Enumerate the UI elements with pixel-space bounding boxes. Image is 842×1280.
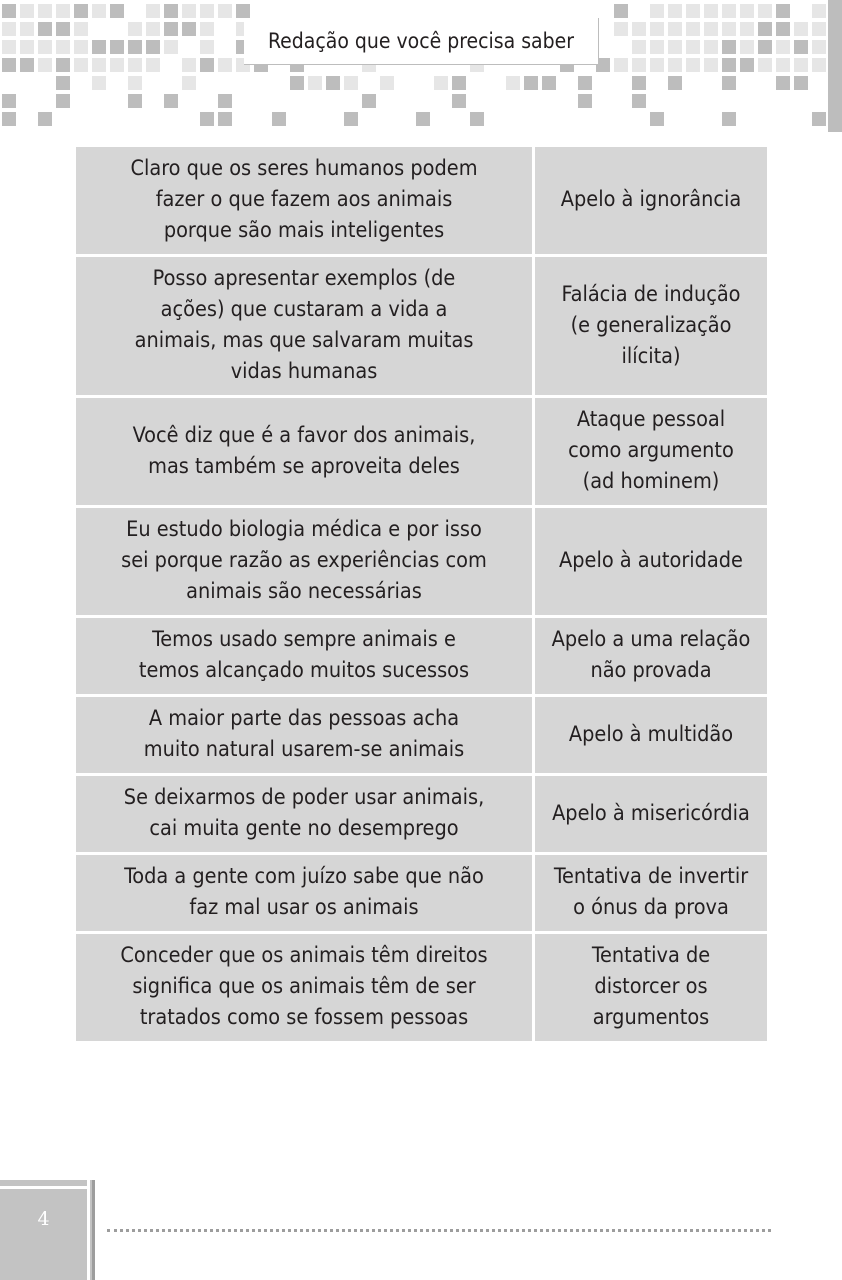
mosaic-tile — [128, 22, 142, 36]
fallacy-cell: Apelo à autoridade — [534, 507, 768, 617]
mosaic-tile — [614, 58, 628, 72]
mosaic-tile — [20, 4, 34, 18]
mosaic-tile — [200, 22, 214, 36]
mosaic-tile — [20, 40, 34, 54]
fallacy-table — [76, 147, 767, 1044]
table-row — [76, 696, 767, 775]
mosaic-tile — [632, 76, 646, 90]
table-row — [76, 854, 767, 933]
mosaic-tile — [632, 94, 646, 108]
mosaic-tile — [704, 58, 718, 72]
mosaic-tile — [2, 112, 16, 126]
mosaic-tile — [200, 40, 214, 54]
mosaic-tile — [632, 22, 646, 36]
fallacy-cell: Tentativa de invertir o ónus da prova — [534, 854, 768, 933]
page-number-box — [0, 1180, 94, 1280]
mosaic-tile — [794, 22, 808, 36]
mosaic-tile — [38, 58, 52, 72]
mosaic-tile — [344, 76, 358, 90]
mosaic-tile — [812, 58, 826, 72]
mosaic-tile — [380, 76, 394, 90]
mosaic-tile — [722, 22, 736, 36]
mosaic-tile — [2, 22, 16, 36]
mosaic-tile — [614, 22, 628, 36]
mosaic-tile — [650, 40, 664, 54]
page-box-inner-line — [92, 1180, 95, 1280]
mosaic-tile — [146, 40, 160, 54]
fallacy-cell: Apelo à misericórdia — [534, 775, 768, 854]
mosaic-tile — [758, 40, 772, 54]
mosaic-tile — [38, 22, 52, 36]
mosaic-tile — [758, 58, 772, 72]
mosaic-tile — [812, 40, 826, 54]
mosaic-tile — [578, 94, 592, 108]
footer-dotted-rule — [107, 1229, 771, 1232]
argument-cell: Se deixarmos de poder usar animais, cai muita gente no desemprego — [76, 775, 534, 854]
mosaic-tile — [758, 4, 772, 18]
argument-cell: Posso apresentar exemplos (de ações) que custaram a vida a animais, mas que salvaram muitas vidas humanas — [76, 256, 534, 397]
mosaic-tile — [236, 4, 250, 18]
mosaic-tile — [326, 76, 340, 90]
fallacy-cell: Apelo a uma relação não provada — [534, 617, 768, 696]
mosaic-tile — [740, 40, 754, 54]
mosaic-tile — [146, 58, 160, 72]
mosaic-tile — [74, 58, 88, 72]
mosaic-tile — [686, 58, 700, 72]
mosaic-tile — [416, 112, 430, 126]
mosaic-tile — [686, 4, 700, 18]
mosaic-tile — [542, 76, 556, 90]
mosaic-tile — [38, 4, 52, 18]
mosaic-tile — [524, 76, 538, 90]
mosaic-tile — [20, 22, 34, 36]
mosaic-tile — [722, 4, 736, 18]
mosaic-tile — [722, 112, 736, 126]
fallacy-cell: Apelo à ignorância — [534, 147, 768, 256]
mosaic-tile — [722, 58, 736, 72]
mosaic-tile — [740, 22, 754, 36]
fallacy-cell: Apelo à multidão — [534, 696, 768, 775]
mosaic-tile — [92, 4, 106, 18]
mosaic-tile — [164, 40, 178, 54]
mosaic-tile — [452, 94, 466, 108]
argument-cell: Conceder que os animais têm direitos significa que os animais têm de ser tratados como se fossem pessoas — [76, 933, 534, 1043]
page-box-top-line — [0, 1186, 87, 1189]
mosaic-tile — [110, 4, 124, 18]
mosaic-tile — [74, 40, 88, 54]
mosaic-tile — [2, 94, 16, 108]
mosaic-tile — [92, 76, 106, 90]
mosaic-tile — [650, 4, 664, 18]
mosaic-tile — [704, 40, 718, 54]
mosaic-tile — [2, 58, 16, 72]
table-row — [76, 775, 767, 854]
mosaic-tile — [146, 4, 160, 18]
mosaic-tile — [740, 4, 754, 18]
mosaic-tile — [128, 58, 142, 72]
mosaic-tile — [668, 76, 682, 90]
mosaic-edge-strip — [828, 0, 842, 132]
mosaic-tile — [344, 112, 358, 126]
mosaic-tile — [650, 112, 664, 126]
mosaic-tile — [182, 58, 196, 72]
mosaic-tile — [776, 40, 790, 54]
argument-cell: Temos usado sempre animais e temos alcançado muitos sucessos — [76, 617, 534, 696]
mosaic-tile — [362, 94, 376, 108]
mosaic-tile — [812, 112, 826, 126]
mosaic-tile — [182, 4, 196, 18]
table-row — [76, 256, 767, 397]
mosaic-tile — [56, 76, 70, 90]
mosaic-tile — [668, 40, 682, 54]
mosaic-tile — [668, 22, 682, 36]
mosaic-tile — [740, 58, 754, 72]
mosaic-tile — [776, 76, 790, 90]
fallacy-cell: Tentativa de distorcer os argumentos — [534, 933, 768, 1043]
mosaic-tile — [146, 22, 160, 36]
mosaic-tile — [668, 4, 682, 18]
mosaic-tile — [632, 40, 646, 54]
mosaic-tile — [218, 94, 232, 108]
mosaic-tile — [92, 58, 106, 72]
mosaic-tile — [812, 22, 826, 36]
mosaic-tile — [56, 22, 70, 36]
mosaic-tile — [200, 112, 214, 126]
mosaic-tile — [686, 40, 700, 54]
mosaic-tile — [38, 112, 52, 126]
mosaic-tile — [776, 58, 790, 72]
page-box-frame-line — [87, 1180, 90, 1280]
mosaic-tile — [776, 4, 790, 18]
mosaic-tile — [794, 76, 808, 90]
fallacy-cell: Ataque pessoal como argumento (ad hominem) — [534, 397, 768, 507]
page-number: 4 — [37, 1208, 50, 1230]
mosaic-tile — [56, 94, 70, 108]
mosaic-tile — [110, 58, 124, 72]
mosaic-tile — [272, 112, 286, 126]
mosaic-tile — [794, 58, 808, 72]
mosaic-tile — [128, 40, 142, 54]
mosaic-tile — [434, 76, 448, 90]
mosaic-tile — [38, 40, 52, 54]
fallacy-cell: Falácia de indução (e generalização ilícita) — [534, 256, 768, 397]
mosaic-tile — [650, 22, 664, 36]
mosaic-tile — [506, 76, 520, 90]
mosaic-tile — [182, 76, 196, 90]
mosaic-tile — [722, 40, 736, 54]
mosaic-tile — [578, 76, 592, 90]
mosaic-tile — [128, 76, 142, 90]
mosaic-tile — [686, 22, 700, 36]
mosaic-tile — [128, 94, 142, 108]
mosaic-tile — [20, 58, 34, 72]
mosaic-tile — [776, 22, 790, 36]
table-row — [76, 397, 767, 507]
mosaic-tile — [164, 22, 178, 36]
table-row — [76, 617, 767, 696]
mosaic-tile — [2, 4, 16, 18]
argument-cell: Eu estudo biologia médica e por isso sei porque razão as experiências com animais são necessárias — [76, 507, 534, 617]
mosaic-tile — [200, 58, 214, 72]
mosaic-tile — [2, 40, 16, 54]
mosaic-tile — [308, 76, 322, 90]
mosaic-tile — [794, 40, 808, 54]
mosaic-tile — [758, 22, 772, 36]
mosaic-tile — [218, 112, 232, 126]
mosaic-tile — [74, 22, 88, 36]
mosaic-tile — [182, 22, 196, 36]
table-row — [76, 507, 767, 617]
mosaic-tile — [812, 4, 826, 18]
table-row — [76, 933, 767, 1043]
mosaic-tile — [74, 4, 88, 18]
mosaic-tile — [218, 58, 232, 72]
mosaic-tile — [56, 4, 70, 18]
mosaic-tile — [56, 40, 70, 54]
argument-cell: Claro que os seres humanos podem fazer o que fazem aos animais porque são mais inteligentes — [76, 147, 534, 256]
mosaic-tile — [704, 4, 718, 18]
mosaic-tile — [110, 40, 124, 54]
running-header-title: Redação que você precisa saber — [244, 18, 599, 65]
mosaic-tile — [668, 58, 682, 72]
mosaic-tile — [200, 4, 214, 18]
mosaic-tile — [164, 4, 178, 18]
argument-cell: Você diz que é a favor dos animais, mas também se aproveita deles — [76, 397, 534, 507]
mosaic-tile — [290, 76, 304, 90]
mosaic-tile — [218, 4, 232, 18]
mosaic-tile — [56, 58, 70, 72]
mosaic-tile — [164, 94, 178, 108]
mosaic-tile — [614, 4, 628, 18]
mosaic-tile — [632, 58, 646, 72]
mosaic-tile — [470, 112, 484, 126]
argument-cell: Toda a gente com juízo sabe que não faz mal usar os animais — [76, 854, 534, 933]
mosaic-tile — [704, 22, 718, 36]
mosaic-tile — [452, 76, 466, 90]
table-row — [76, 147, 767, 256]
mosaic-tile — [650, 58, 664, 72]
mosaic-tile — [92, 40, 106, 54]
argument-cell: A maior parte das pessoas acha muito natural usarem-se animais — [76, 696, 534, 775]
mosaic-tile — [722, 76, 736, 90]
